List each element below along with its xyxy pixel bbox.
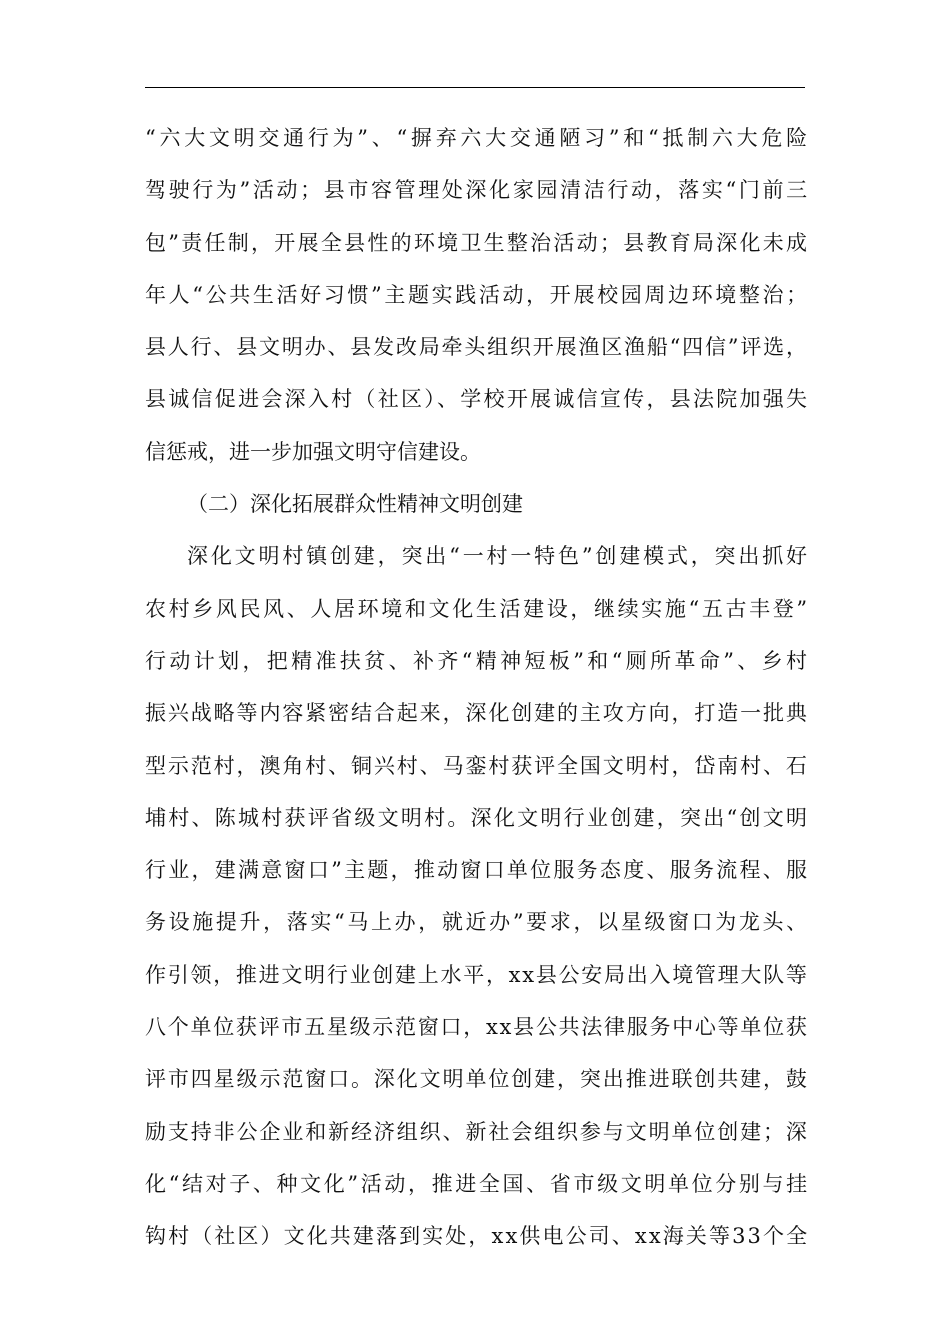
text-line: 务设施提升，落实“马上办，就近办”要求，以星级窗口为龙头、 [145, 910, 810, 935]
text-line: 行动计划，把精准扶贫、补齐“精神短板”和“厕所革命”、乡村 [145, 648, 811, 673]
text-line: 作引领，推进文明行业创建上水平，xx县公安局出入境管理大队等 [145, 962, 809, 987]
text-line: 县人行、县文明办、县发改局牵头组织开展渔区渔船“四信”评选， [145, 335, 809, 360]
text-line: 八个单位获评市五星级示范窗口，xx县公共法律服务中心等单位获 [145, 1015, 809, 1040]
section-heading: （二）深化拓展群众性精神文明创建 [187, 492, 523, 517]
header-rule [145, 87, 805, 88]
text-line: 化“结对子、种文化”活动，推进全国、省市级文明单位分别与挂 [145, 1171, 810, 1196]
text-line: 励支持非公企业和新经济组织、新社会组织参与文明单位创建；深 [145, 1119, 809, 1144]
document-body [145, 112, 810, 1263]
text-line: 农村乡风民风、人居环境和文化生活建设，继续实施“五古丰登” [145, 596, 810, 621]
text-line: 县诚信促进会深入村（社区）、学校开展诚信宣传，县法院加强失 [145, 387, 810, 412]
text-line: 年人“公共生活好习惯”主题实践活动，开展校园周边环境整治； [145, 282, 810, 307]
text-line: 信惩戒，进一步加强文明守信建设。 [145, 439, 481, 464]
text-line: 评市四星级示范窗口。深化文明单位创建，突出推进联创共建，鼓 [145, 1067, 809, 1092]
text-line: 行业，建满意窗口”主题，推动窗口单位服务态度、服务流程、服 [145, 858, 810, 883]
text-line: “六大文明交通行为”、“摒弃六大交通陋习”和“抵制六大危险 [145, 126, 811, 150]
text-line: 驾驶行为”活动；县市容管理处深化家园清洁行动，落实“门前三 [145, 178, 810, 203]
text-line: 振兴战略等内容紧密结合起来，深化创建的主攻方向，打造一批典 [145, 701, 809, 726]
text-line: 型示范村，澳角村、铜兴村、马銮村获评全国文明村，岱南村、石 [145, 753, 809, 778]
text-line: 包”责任制，开展全县性的环境卫生整治活动；县教育局深化未成 [145, 230, 810, 255]
text-line: 埔村、陈城村获评省级文明村。深化文明行业创建，突出“创文明 [145, 805, 810, 830]
text-line: 钩村（社区）文化共建落到实处，xx供电公司、xx海关等33个全 [145, 1224, 810, 1249]
text-line: 深化文明村镇创建，突出“一村一特色”创建模式，突出抓好 [187, 544, 810, 569]
